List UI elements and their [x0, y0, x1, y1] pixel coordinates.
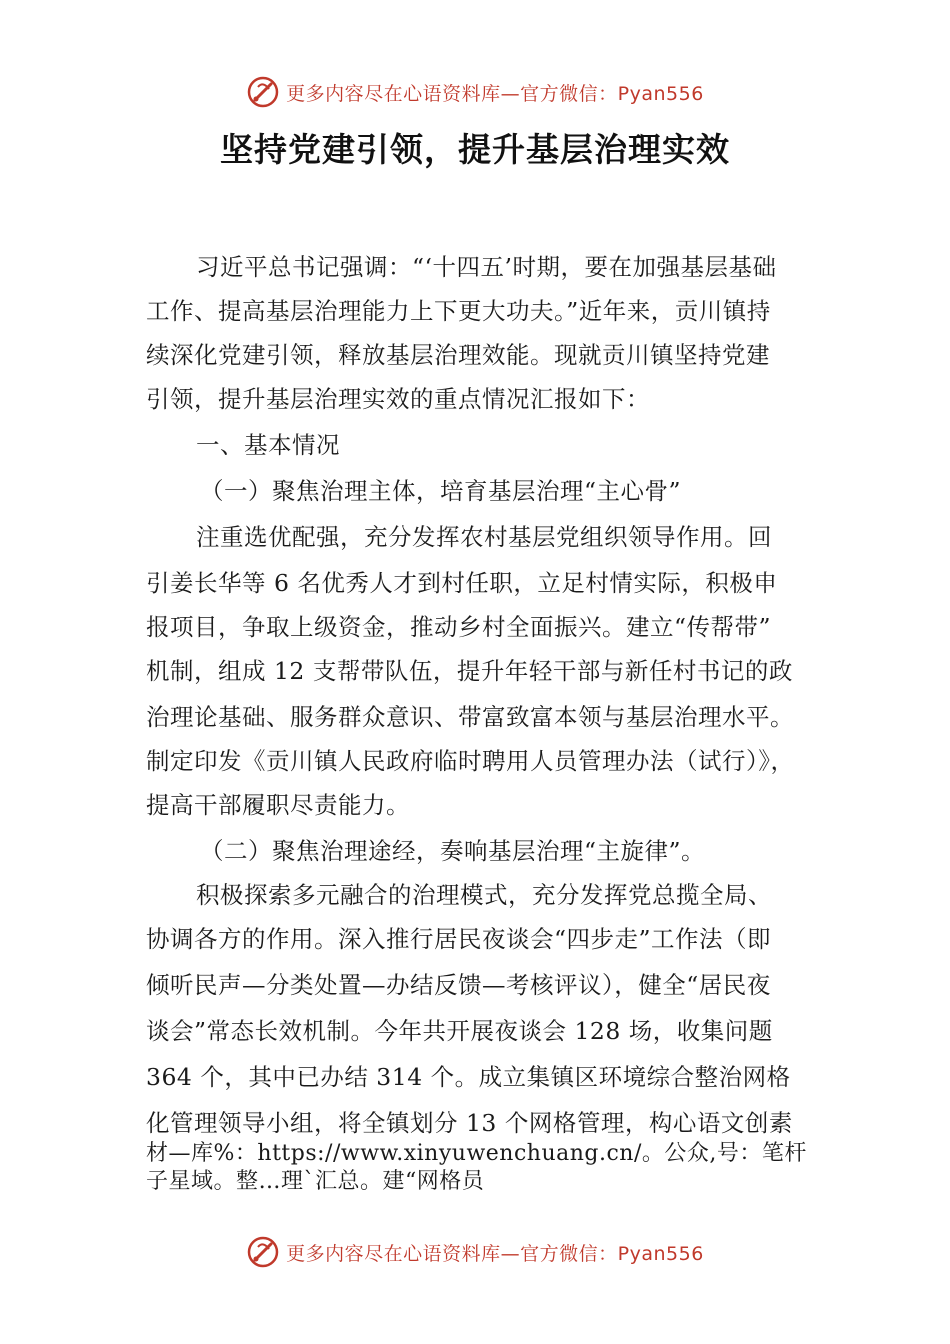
paragraph-line: 积极探索多元融合的治理模式，充分发挥党总揽全局、	[196, 881, 772, 909]
paragraph-line: 化管理领导小组，将全镇划分 13 个网格管理，构心语文创素	[146, 1109, 793, 1137]
bookmark-pen-icon	[246, 1235, 280, 1269]
paragraph-line: 机制，组成 12 支帮带队伍，提升年轻干部与新任村书记的政	[146, 657, 793, 685]
paragraph-line: 谈会”常态长效机制。今年共开展夜谈会 128 场，收集问题	[146, 1017, 773, 1045]
paragraph-line: 注重选优配强，充分发挥农村基层党组织领导作用。回	[196, 523, 772, 551]
watermark-banner-bottom	[0, 1232, 950, 1272]
watermark-text: 更多内容尽在心语资料库—官方微信：Pyan556	[286, 82, 704, 105]
paragraph-line: 引领，提升基层治理实效的重点情况汇报如下：	[146, 385, 650, 413]
watermark-banner-top	[0, 72, 950, 112]
paragraph-line: 子星域。整…理`汇总。建“网格员	[146, 1169, 485, 1194]
bookmark-pen-icon	[246, 75, 280, 109]
subsection-heading: （二）聚焦治理途经，奏响基层治理“主旋律”。	[200, 837, 706, 865]
paragraph-line: 报项目，争取上级资金，推动乡村全面振兴。建立“传帮带”	[146, 613, 772, 641]
paragraph-line: 制定印发《贡川镇人民政府临时聘用人员管理办法（试行）》，	[146, 747, 795, 775]
paragraph-line: 习近平总书记强调：“‘十四五’时期，要在加强基层基础	[196, 253, 777, 281]
paragraph-line: 364 个，其中已办结 314 个。成立集镇区环境综合整治网格	[146, 1063, 791, 1091]
paragraph-line: 工作、提高基层治理能力上下更大功夫。”近年来，贡川镇持	[146, 297, 771, 325]
paragraph-line: 材—库%：https://www.xinyuwenchuang.cn/。公众,号：笔杆	[146, 1141, 807, 1166]
paragraph-line: 倾听民声—分类处置—办结反馈—考核评议），健全“居民夜	[146, 971, 771, 999]
watermark-text: 更多内容尽在心语资料库—官方微信：Pyan556	[286, 1242, 704, 1265]
paragraph-line: 引姜长华等 6 名优秀人才到村任职，立足村情实际，积极申	[146, 569, 778, 597]
section-heading: 一、基本情况	[196, 431, 340, 459]
page-title: 坚持党建引领，提升基层治理实效	[220, 130, 730, 169]
paragraph-line: 协调各方的作用。深入推行居民夜谈会“四步走”工作法（即	[146, 925, 772, 953]
paragraph-line: 治理论基础、服务群众意识、带富致富本领与基层治理水平。	[146, 703, 794, 731]
paragraph-line: 提高干部履职尽责能力。	[146, 791, 410, 819]
paragraph-line: 续深化党建引领，释放基层治理效能。现就贡川镇坚持党建	[146, 341, 770, 369]
subsection-heading: （一）聚焦治理主体，培育基层治理“主心骨”	[200, 477, 682, 505]
